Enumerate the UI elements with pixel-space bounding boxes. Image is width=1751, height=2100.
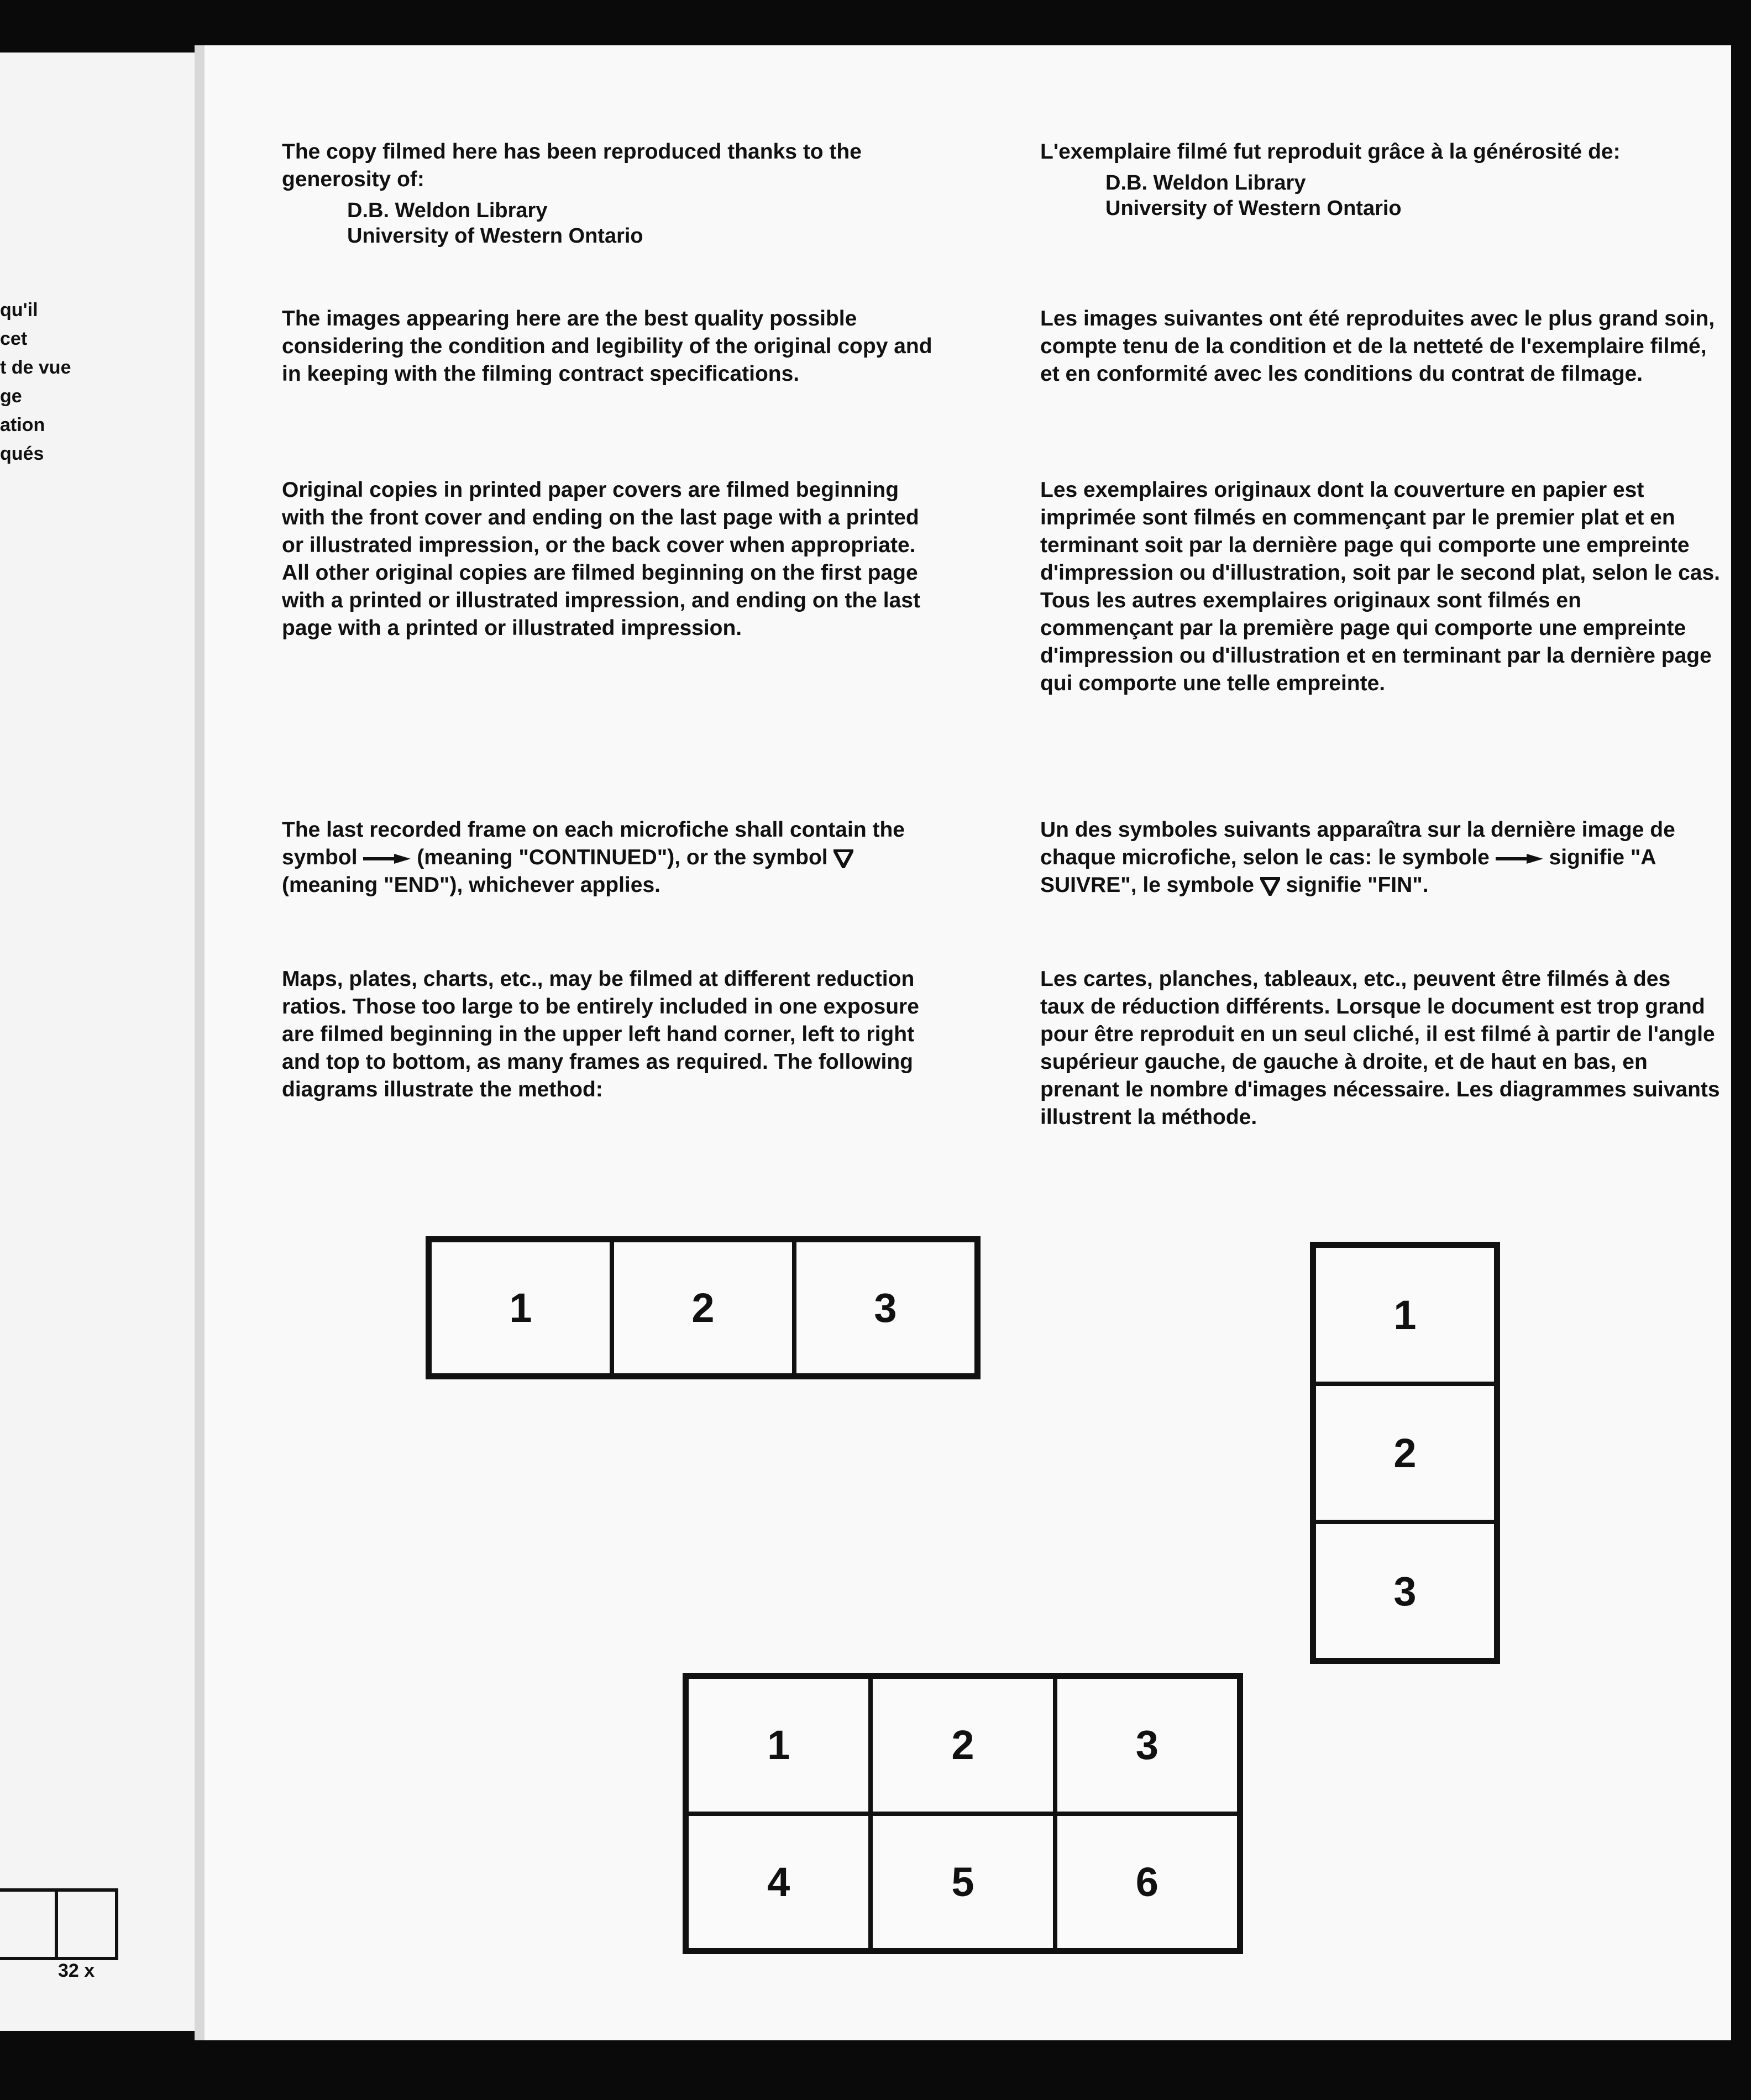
frame-cell: 5	[871, 1814, 1055, 1951]
originals-paragraph-fr	[1040, 476, 1720, 697]
triangle-down-icon	[1260, 877, 1280, 896]
library-university: University of Western Ontario	[1105, 197, 1402, 220]
left-page-text	[0, 296, 71, 468]
maps-paragraph-fr	[1040, 965, 1720, 1131]
originals-paragraph-en	[282, 476, 945, 642]
paragraph-text	[1040, 816, 1720, 899]
credit-intro: L'exemplaire filmé fut reproduit grâce à la générosité de:	[1040, 140, 1621, 164]
frame-cell: 3	[1055, 1677, 1239, 1814]
symbols-paragraph-en	[282, 816, 945, 899]
left-fragment: qués	[0, 443, 44, 464]
arrow-right-icon	[1496, 854, 1543, 864]
grid-frame-diagram	[683, 1673, 1243, 1954]
paragraph-text: Les cartes, planches, tableaux, etc., peuvent être filmés à des taux de réduction différents. Lorsque le document est trop grand pour être reproduit en un seul cliché, il est filmé à partir de l'angle supérieur gauche, de gauche à droite, et de haut en bas, en prenant le nombre d'images nécessaire. Les diagrammes suivants illustrent la méthode.	[1040, 967, 1720, 1129]
paragraph-text	[282, 816, 945, 899]
left-page-fragment	[0, 53, 196, 2031]
paragraph-text: Les images suivantes ont été reproduites avec le plus grand soin, compte tenu de la condition et de la netteté de l'exemplaire filmé, et en conformité avec les conditions du contrat de filmage.	[1040, 307, 1715, 386]
quality-paragraph-en	[282, 305, 945, 388]
paragraph-text: The images appearing here are the best quality possible considering the condition and legibility of the original copy and in keeping with the filming contract specifications.	[282, 307, 932, 386]
paragraph-text: Original copies in printed paper covers are filmed beginning with the front cover and ending on the last page with a printed or illustrated impression, or the back cover when appropriate. All other original copies are filmed beginning on the first page with a printed or illustrated impression, and ending on the last page with a printed or illustrated impression.	[282, 478, 920, 640]
library-credit	[1040, 170, 1720, 221]
credit-intro: The copy filmed here has been reproduced thanks to the generosity of:	[282, 140, 862, 191]
vertical-frame-diagram	[1310, 1242, 1500, 1664]
symbols-text-c: signifie "FIN".	[1286, 873, 1429, 897]
credit-section-fr	[1040, 138, 1720, 221]
symbols-text-a: The last recorded frame on each microfiche shall contain the symbol	[282, 818, 905, 869]
diagram-cell	[0, 1892, 55, 1957]
frame-cell: 4	[686, 1814, 871, 1951]
diagram-cell	[55, 1892, 115, 1957]
triangle-down-icon	[833, 849, 853, 868]
left-page-diagram	[0, 1888, 118, 1960]
left-fragment: ation	[0, 414, 45, 435]
symbols-text-b: signifie "A SUIVRE", le symbole	[1040, 846, 1656, 897]
frame-cell: 1	[686, 1677, 871, 1814]
frame-cell: 3	[794, 1240, 977, 1376]
horizontal-frame-diagram	[426, 1236, 981, 1379]
arrow-right-icon	[363, 854, 411, 864]
frame-cell: 3	[1314, 1522, 1496, 1660]
frame-cell: 2	[1314, 1384, 1496, 1522]
frame-cell: 2	[871, 1677, 1055, 1814]
quality-paragraph-fr	[1040, 305, 1720, 388]
frame-cell: 1	[1314, 1246, 1496, 1384]
left-fragment: ge	[0, 386, 22, 407]
library-name: D.B. Weldon Library	[1105, 171, 1306, 195]
symbols-text-a: Un des symboles suivants apparaîtra sur la dernière image de chaque microfiche, selon le cas: le symbole	[1040, 818, 1675, 869]
symbols-text-b: (meaning "CONTINUED"), or the symbol	[417, 846, 828, 869]
paragraph-text: Maps, plates, charts, etc., may be filmed at different reduction ratios. Those too large to be entirely included in one exposure are filmed beginning in the upper left hand corner, left to right and top to bottom, as many frames as required. The following diagrams illustrate the method:	[282, 967, 919, 1101]
symbols-paragraph-fr	[1040, 816, 1720, 899]
reduction-ratio-label: 32 x	[58, 1960, 95, 1981]
left-fragment: cet	[0, 328, 28, 349]
library-university: University of Western Ontario	[347, 224, 643, 248]
maps-paragraph-en	[282, 965, 945, 1104]
symbols-text-c: (meaning "END"), whichever applies.	[282, 873, 660, 897]
credit-section-en	[282, 138, 945, 249]
left-fragment: qu'il	[0, 300, 38, 321]
document-page	[195, 45, 1731, 2040]
frame-cell: 1	[429, 1240, 612, 1376]
frame-cell: 2	[612, 1240, 794, 1376]
left-fragment: t de vue	[0, 357, 71, 378]
library-name: D.B. Weldon Library	[347, 199, 548, 222]
paragraph-text: Les exemplaires originaux dont la couverture en papier est imprimée sont filmés en commençant par le premier plat et en terminant soit par la dernière page qui comporte une empreinte d'impression ou d'illustration, soit par le second plat, selon le cas. Tous les autres exemplaires originaux sont filmés en commençant par la première page qui comporte une empreinte d'impression ou d'illustration et en terminant par la dernière page qui comporte une telle empreinte.	[1040, 478, 1720, 695]
frame-cell: 6	[1055, 1814, 1239, 1951]
library-credit	[282, 198, 945, 249]
